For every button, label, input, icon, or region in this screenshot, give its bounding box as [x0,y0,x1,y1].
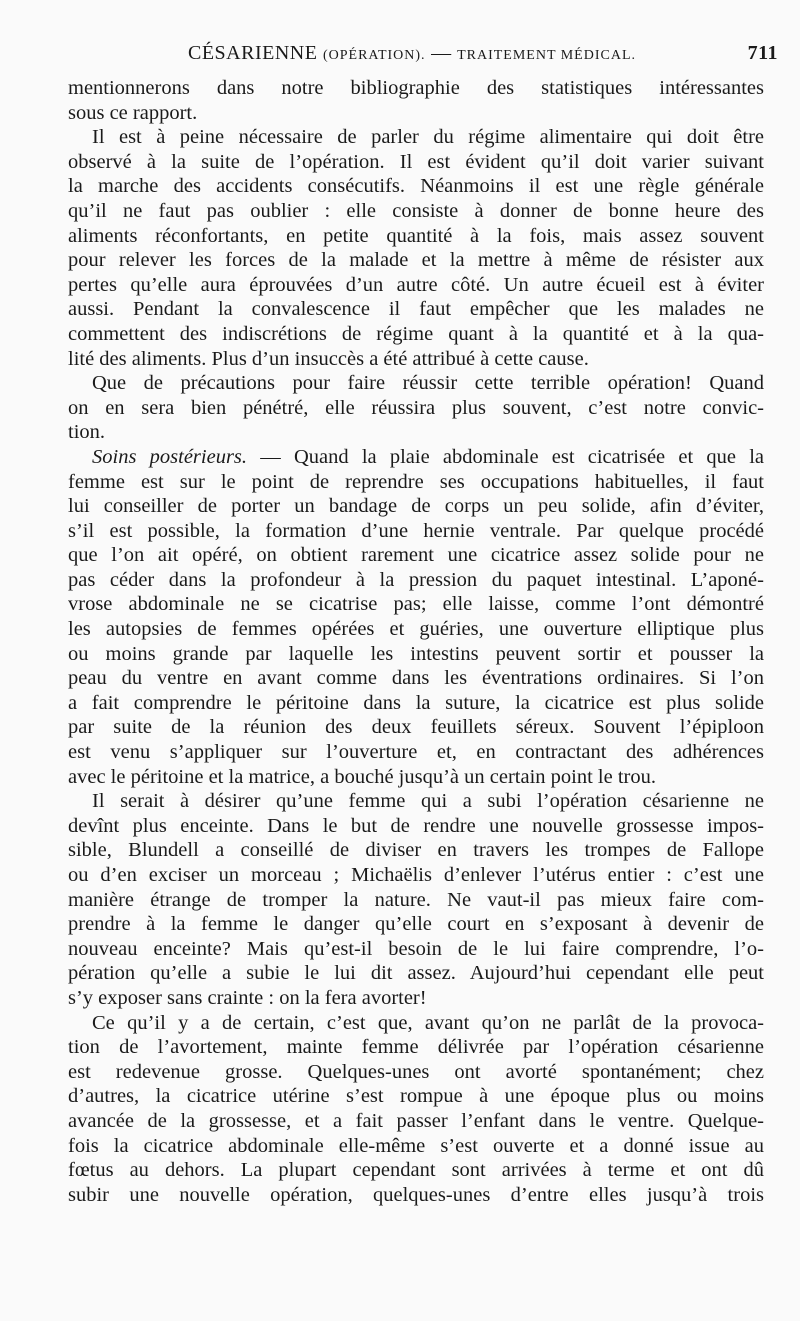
running-title-main: CÉSARIENNE [188,42,318,64]
section-lead: Soins postérieurs. [92,445,248,468]
text-line: commettent des indiscrétions de régime quant à la quantité et à la qua- [68,322,764,345]
text-line: observé à la suite de l’opération. Il est évident qu’il doit varier suivant [68,150,764,173]
text-line: subir une nouvelle opération, quelques-unes d’entre elles jusqu’à trois [68,1183,764,1206]
text-line: pas céder dans la profondeur à la pression du paquet intestinal. L’aponé- [68,568,764,591]
text-line: prendre à la femme le danger qu’elle court en s’exposant à devenir de [68,913,764,936]
text-line: d’autres, la cicatrice utérine s’est rompue à une époque plus ou moins [68,1085,764,1108]
text-line: les autopsies de femmes opérées et guéries, une ouverture elliptique plus [68,618,764,641]
text-line: a fait comprendre le péritoine dans la suture, la cicatrice est plus solide [68,691,764,714]
text-line: s’y exposer sans crainte : on la fera avorter! [68,986,427,1009]
text-line: que l’on ait opéré, on obtient rarement une cicatrice assez solide pour ne [68,544,764,567]
running-header [68,42,790,72]
text-line: peau du ventre en avant comme dans les éventrations ordinaires. Si l’on [68,667,764,690]
text-line: Il serait à désirer qu’une femme qui a subi l’opération césarienne ne [92,790,764,813]
text-line: par suite de la réunion des deux feuillets séreux. Souvent l’épiploon [68,716,764,739]
text-line: fois la cicatrice abdominale elle-même s’est ouverte et a donné issue au [68,1134,764,1157]
text-line: femme est sur le point de reprendre ses occupations habituelles, il faut [68,470,764,493]
text-line-rest: — Quand la plaie abdominale est cicatrisée et que la [247,445,764,468]
text-line: avec le péritoine et la matrice, a bouché jusqu’à un certain point le trou. [68,765,656,788]
text-line: Que de précautions pour faire réussir cette terrible opération! Quand [92,372,764,395]
text-line: manière étrange de tromper la nature. Ne vaut-il pas mieux faire com- [68,888,764,911]
running-title-dash: — [431,42,452,64]
text-line: qu’il ne faut pas oublier : elle consiste à donner de bonne heure des [68,199,764,222]
text-line: nouveau enceinte? Mais qu’est-il besoin de le lui faire comprendre, l’o- [68,937,764,960]
text-line: est venu s’appliquer sur l’ouverture et, en contractant des adhérences [68,741,764,764]
text-line: mentionnerons dans notre bibliographie des statistiques intéressantes [68,77,764,99]
text-line: fœtus au dehors. La plupart cependant sont arrivées à terme et ont dû [68,1159,764,1182]
text-line: vrose abdominale ne se cicatrise pas; elle laisse, comme l’ont démontré [68,593,764,616]
paragraph [68,76,764,125]
text-line: tion de l’avortement, mainte femme délivrée par l’opération césarienne [68,1036,764,1059]
text-line: pération qu’elle a subie le lui dit assez. Aujourd’hui cependant elle peut [68,962,764,985]
text-line: pour relever les forces de la malade et la mettre à même de résister aux [68,249,764,272]
paragraph [68,371,764,445]
paragraph [68,1011,764,1208]
page-number: 711 [747,42,778,64]
text-line: Il est à peine nécessaire de parler du régime alimentaire qui doit être [92,126,764,149]
text-line: tion. [68,421,106,444]
text-line: avancée de la grossesse, et a fait passer l’enfant dans le ventre. Quelque- [68,1109,764,1132]
text-line: s’il est possible, la formation d’une hernie ventrale. Par quelque procédé [68,519,764,542]
text-line: sible, Blundell a conseillé de diviser en travers les trompes de Fallope [68,839,764,862]
text-line: est redevenue grosse. Quelques-unes ont avorté spontanément; chez [68,1060,764,1083]
text-line: sous ce rapport. [68,101,198,124]
text-line: lui conseiller de porter un bandage de corps un peu solide, afin d’éviter, [68,495,764,518]
text-line: la marche des accidents consécutifs. Néanmoins il est une règle générale [68,175,764,198]
text-line: lité des aliments. Plus d’un insuccès a été attribué à cette cause. [68,347,589,370]
paragraph [68,445,764,789]
paragraph [68,125,764,371]
text-line: on en sera bien pénétré, elle réussira plus souvent, c’est notre convic- [68,396,764,419]
text-line: Ce qu’il y a de certain, c’est que, avant qu’on ne parlât de la provoca- [92,1011,764,1034]
text-line: ou moins grande par laquelle les intestins peuvent sortir et pousser la [68,642,764,665]
running-title [188,42,636,65]
running-title-paren: (OPÉRATION). [322,48,426,63]
text-line: devînt plus enceinte. Dans le but de rendre une nouvelle grossesse impos- [68,814,764,837]
text-line: ou d’en exciser un morceau ; Michaëlis d’enlever l’utérus entier : c’est une [68,864,764,886]
text-line: pertes qu’elle aura éprouvées d’un autre côté. Un autre écueil est à éviter [68,273,764,296]
text-line: aussi. Pendant la convalescence il faut empêcher que les malades ne [68,298,764,321]
body-text [68,76,764,1207]
running-title-section: TRAITEMENT MÉDICAL. [457,48,637,63]
text-line: aliments réconfortants, en petite quantité à la fois, mais assez souvent [68,224,764,247]
paragraph [68,789,764,1010]
text-line [68,445,764,470]
